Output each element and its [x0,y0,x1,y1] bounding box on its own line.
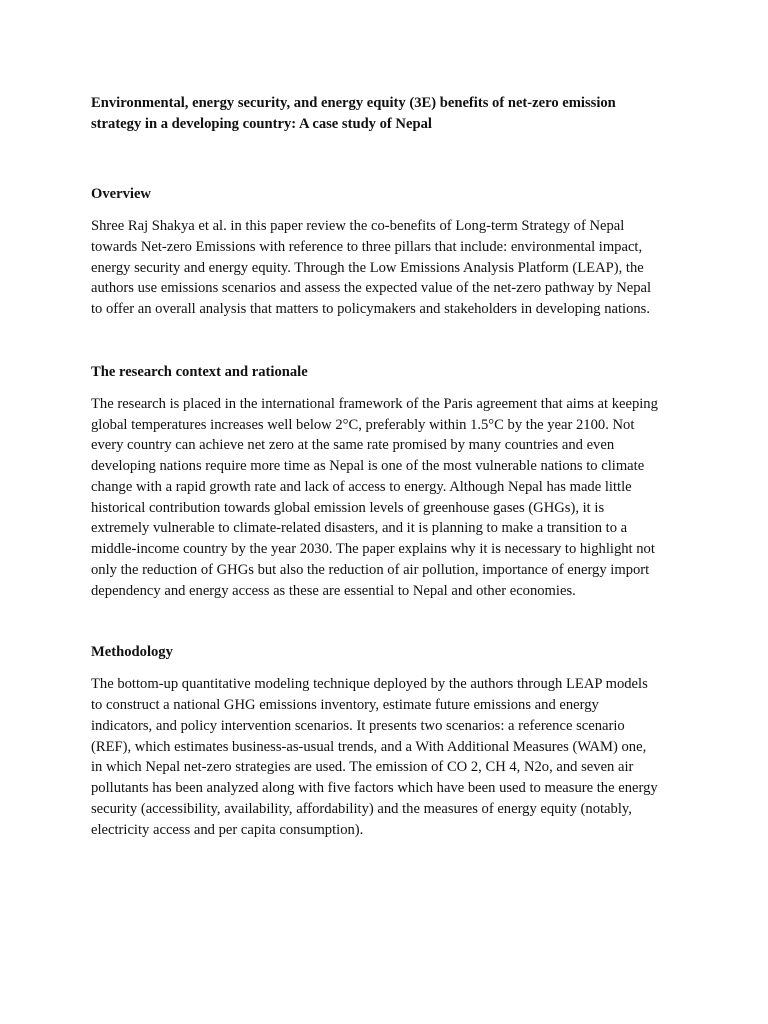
body-line: extremely vulnerable to climate-related disasters, and it is planning to make a transition to a [91,520,628,537]
body-line: The bottom-up quantitative modeling technique deployed by the authors through LEAP models [91,676,648,693]
body-line: electricity access and per capita consumption). [91,821,364,838]
body-line: Shree Raj Shakya et al. in this paper review the co-benefits of Long-term Strategy of Nepal [91,218,625,234]
body-line: in which Nepal net-zero strategies are used. The emission of CO 2, CH 4, N2o, and seven air [91,759,634,776]
section-body-methodology [91,674,691,840]
body-line: global temperatures increases well below 2°C, preferably within 1.5°C by the year 2100. Not [91,416,635,433]
body-line: (REF), which estimates business-as-usual trends, and a With Additional Measures (WAM) one, [91,738,647,755]
body-line: towards Net-zero Emissions with reference to three pillars that include: environmental impact, [91,238,643,255]
title-line: strategy in a developing country: A case study of Nepal [91,116,432,132]
section-heading-overview: Overview [91,186,151,202]
body-line: security (accessibility, availability, affordability) and the measures of energy equity (notably, [91,800,632,817]
body-line: middle-income country by the year 2030. The paper explains why it is necessary to highlight not [91,541,655,557]
body-line: historical contribution towards global emission levels of greenhouse gases (GHGs), it is [91,499,605,516]
section-heading-research-context: The research context and rationale [91,363,308,380]
body-line: only the reduction of GHGs but also the reduction of air pollution, importance of energy import [91,561,650,578]
body-line: developing nations require more time as Nepal is one of the most vulnerable nations to climate [91,458,645,474]
body-line: energy security and energy equity. Through the Low Emissions Analysis Platform (LEAP), the [91,259,644,276]
document-title [91,93,691,135]
section-body-overview [91,216,691,320]
body-line: authors use emissions scenarios and assess the expected value of the net-zero pathway by Nepal [91,280,652,297]
body-line: to offer an overall analysis that matters to policymakers and stakeholders in developing nations. [91,301,651,317]
body-line: The research is placed in the international framework of the Paris agreement that aims at keeping [91,395,658,412]
body-line: every country can achieve net zero at the same rate promised by many countries and even [91,437,615,454]
body-line: pollutants has been analyzed along with five factors which have been used to measure the energy [91,780,658,796]
section-heading-methodology: Methodology [91,644,173,661]
body-line: to construct a national GHG emissions inventory, estimate future emissions and energy [91,697,599,713]
body-line: indicators, and policy intervention scenarios. It presents two scenarios: a reference scenario [91,717,625,734]
document-page [91,93,691,840]
title-line: Environmental, energy security, and energy equity (3E) benefits of net-zero emission [91,95,616,111]
body-line: dependency and energy access as these are essential to Nepal and other economies. [91,582,576,599]
body-line: change with a rapid growth rate and lack of access to energy. Although Nepal has made little [91,478,632,495]
section-body-research-context [91,394,691,602]
